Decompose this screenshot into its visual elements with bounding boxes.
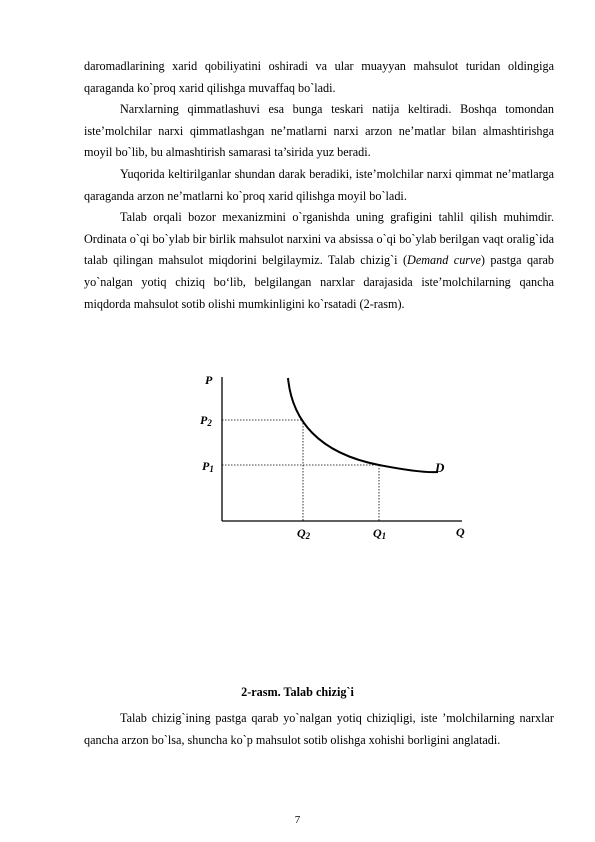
paragraph-4-text-b: ) pastga qarab yo`nalgan yotiq chiziq bo‘lib, belgilangan narxlar darajasida iste’molchilarning qancha miqdorda mahsulot sotib olishi mumkinligini ko`rsatadi (2-rasm). (84, 253, 555, 311)
demand-curve-term: Demand curve (407, 253, 481, 268)
q2-label-sub: 2 (305, 531, 311, 541)
x-axis-label: Q (456, 525, 465, 539)
paragraph-3: Yuqorida keltirilganlar shundan darak beradiki, iste’molchilar narxi qimmat ne’matlarga qaraganda arzon ne’matlarni ko`proq xarid qilishga moyil bo`ladi. (84, 166, 554, 203)
body-text-bottom (84, 708, 554, 751)
page-number: 7 (294, 814, 301, 826)
paragraph-4 (84, 207, 554, 315)
q2-label-main: Q (297, 526, 306, 540)
p2-label-sub: 2 (207, 418, 212, 428)
demand-curve-figure (190, 365, 490, 550)
q1-label (373, 526, 386, 541)
figure-caption: 2-rasm. Talab chizig`i (241, 685, 354, 699)
p1-label-sub: 1 (209, 464, 214, 474)
q2-label (297, 526, 311, 541)
paragraph-2: Narxlarning qimmatlashuvi esa bunga teskari natija keltiradi. Boshqa tomondan iste’molchilar narxi qimmatlashgan ne’matlarni narxi arzon ne’matlar bilan almashtirishga moyil bo`lib, bu almashtirish samarasi ta’sirida yuz beradi. (84, 102, 554, 160)
paragraph-1: daromadlarining xarid qobiliyatini oshiradi va ular muayyan mahsulot turidan oldingiga qaraganda ko`proq xarid qilishga muvaffaq bo`ladi. (84, 59, 554, 95)
p1-label-main: P (202, 459, 210, 473)
body-text-top (84, 56, 554, 315)
q1-label-main: Q (373, 526, 382, 540)
p2-label (200, 413, 212, 428)
y-axis-label: P (205, 373, 213, 387)
q1-label-sub: 1 (381, 531, 387, 541)
paragraph-5: Talab chizig`ining pastga qarab yo`nalgan yotiq chiziqligi, iste ’molchilarning narxlar qancha arzon bo`lsa, shuncha ko`p mahsulot sotib olishga xohishi borligini anglatadi. (84, 711, 554, 747)
p2-label-main: P (200, 413, 208, 427)
curve-label: D (435, 460, 445, 475)
paragraph-4-text-a: Talab orqali bozor mexanizmini o`rganishda uning grafigini tahlil qilish muhimdir. Ordinata o`qi bo`ylab bir birlik mahsulot narxini va absissa o`qi bo`ylab berilgan vaqt oralig`ida talab qilingan mahsulot miqdorini belgilaymiz. Talab chizig`i ( (84, 210, 554, 268)
p1-label (202, 459, 214, 474)
demand-curve (288, 378, 438, 472)
